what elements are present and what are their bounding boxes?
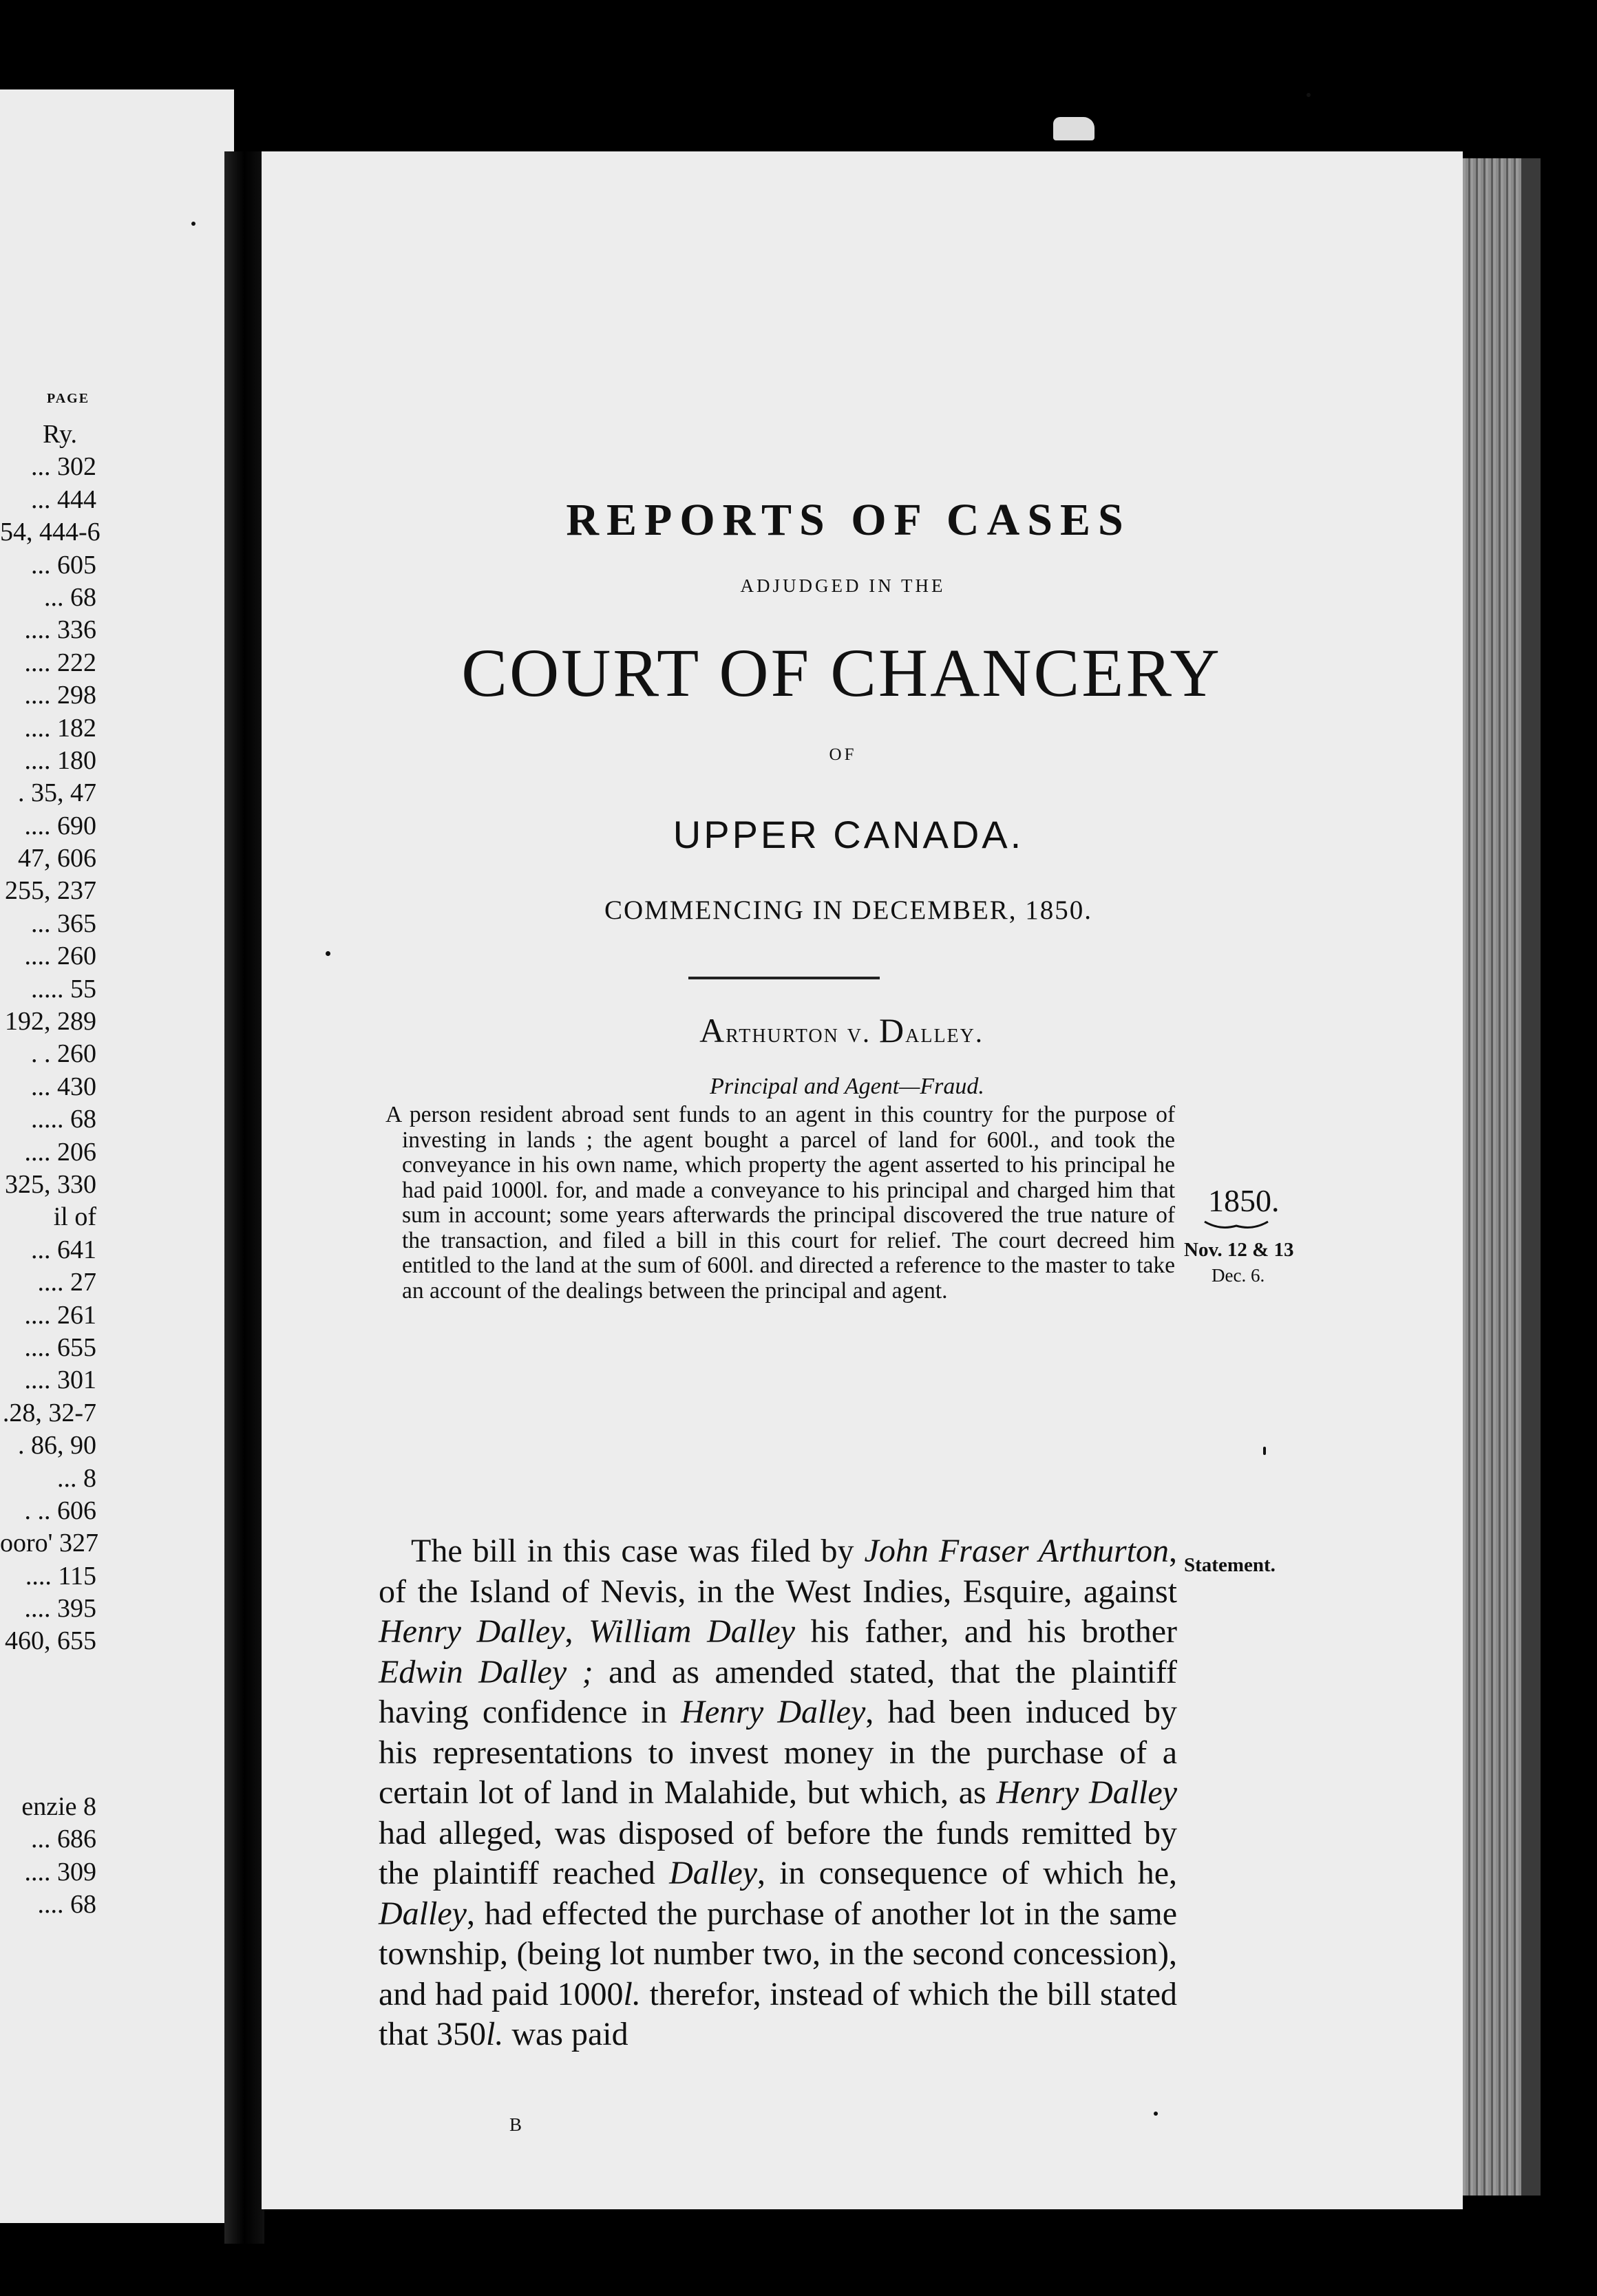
case-title xyxy=(241,1010,1442,1050)
paper-tab xyxy=(1053,117,1094,140)
index-entry: .... 115 xyxy=(25,1561,96,1591)
index-entry: 54, 444-6 xyxy=(0,518,101,547)
party-name: Henry Dalley xyxy=(379,1613,565,1650)
title-upper-canada: UPPER CANADA. xyxy=(673,813,1024,856)
index-entry: . 86, 90 xyxy=(18,1431,96,1460)
case-title-initial-a: A xyxy=(699,1011,726,1050)
index-entry: ..... 68 xyxy=(31,1105,96,1134)
text-run: and as amended stated, that the plaintiff having confidence in xyxy=(379,1653,1177,1730)
index-entry: 325, 330 xyxy=(5,1169,96,1199)
ink-speck xyxy=(1307,93,1311,97)
index-entry: .... 690 xyxy=(24,811,96,840)
text-run: had alleged, was disposed of before the funds remitted by the plaintiff reached xyxy=(379,1814,1177,1891)
index-entry: .... 68 xyxy=(37,1890,96,1920)
text-run: , of the Island of Nevis, in the West Indies, Esquire, against xyxy=(379,1533,1178,1610)
divider-rule xyxy=(688,977,880,979)
text-run: , xyxy=(564,1613,589,1650)
margin-judgment-date: Dec. 6. xyxy=(1212,1265,1265,1286)
index-entry: .28, 32-7 xyxy=(2,1398,96,1427)
headnote-label: Principal and Agent—Fraud. xyxy=(710,1074,984,1099)
case-title-initial-d: D xyxy=(879,1011,906,1050)
index-entry: .... 336 xyxy=(24,615,96,645)
index-entry: Ry. xyxy=(43,420,77,449)
case-title-part-2: alley. xyxy=(905,1017,984,1048)
index-entry: ... 430 xyxy=(31,1072,96,1101)
margin-statement: Statement. xyxy=(1184,1554,1276,1576)
case-title-part-1: rthurton v. xyxy=(726,1017,880,1048)
page-column-head: PAGE xyxy=(47,391,90,406)
headnote-text: A person resident abroad sent funds to an agent in this country for the purpose of investing in lands ; the agent bought a parcel of land for 600l., and took the conveyance in his own name, which property the agent asserted to his principal he had paid 1000l. for, and made a conveyance to his principal and charged him that sum in account; some years afterwards the principal discovered the true nature of the transaction, and filed a bill in this court for relief. The court decreed him entitled to the land at the sum of 600l. and directed a reference to the master to take an account of the dealings between the principal and agent. xyxy=(385,1102,1175,1304)
currency-unit: l. xyxy=(485,2016,504,2052)
currency-unit: l. xyxy=(623,1975,641,2012)
index-entry: ... 8 xyxy=(57,1463,96,1493)
body-text xyxy=(379,1531,1177,2055)
index-entry: ... 686 xyxy=(31,1825,96,1854)
index-entry: ... 605 xyxy=(31,550,96,580)
index-entry: .... 309 xyxy=(24,1857,96,1886)
party-name: Dalley xyxy=(379,1895,467,1932)
index-entry: .... 298 xyxy=(24,681,96,710)
index-entry: 192, 289 xyxy=(5,1007,96,1037)
index-entry: .... 260 xyxy=(24,942,96,971)
text-run: his father, and his brother xyxy=(795,1613,1178,1650)
index-entry: .... 206 xyxy=(24,1137,96,1167)
index-entry: ... 365 xyxy=(31,908,96,938)
index-entry: ooro' 327 xyxy=(0,1529,99,1558)
index-entry: ... 302 xyxy=(31,452,96,482)
index-entry: il of xyxy=(53,1202,96,1232)
index-list-bottom xyxy=(0,1791,234,1922)
index-entry: enzie 8 xyxy=(21,1792,96,1821)
text-run: , had been induced by his representations to invest money in the purchase of a certain lot of land in Malahide, but which, as xyxy=(379,1694,1178,1811)
text-run: , had effected the purchase of another lot in the same township, (being lot number two, in the second concession), and had paid 1000 xyxy=(379,1895,1177,2012)
previous-page xyxy=(0,89,234,2223)
index-entry: ..... 55 xyxy=(31,974,96,1003)
index-entry: 460, 655 xyxy=(5,1626,96,1656)
index-entry: .... 27 xyxy=(37,1268,96,1297)
party-name: Edwin Dalley ; xyxy=(379,1653,593,1690)
ink-speck xyxy=(1154,2112,1158,2116)
ink-speck xyxy=(191,222,195,226)
title-commencing: COMMENCING IN DECEMBER, 1850. xyxy=(604,895,1093,925)
text-run: , in consequence of which he, xyxy=(757,1855,1177,1891)
index-list-top xyxy=(0,418,234,1658)
margin-hearing-dates: Nov. 12 & 13 xyxy=(1184,1239,1294,1261)
report-page xyxy=(262,151,1463,2209)
index-entry: . 35, 47 xyxy=(18,778,96,808)
index-entry: 255, 237 xyxy=(5,876,96,906)
title-adjudged: ADJUDGED IN THE xyxy=(740,575,946,596)
party-name: Dalley xyxy=(669,1855,758,1891)
index-entry: ... 641 xyxy=(31,1235,96,1264)
title-reports: REPORTS OF CASES xyxy=(566,495,1131,545)
book-gutter xyxy=(224,151,264,2244)
index-entry: .... 301 xyxy=(24,1365,96,1395)
party-name: Henry Dalley xyxy=(681,1694,866,1730)
headnote xyxy=(385,1103,1175,1304)
brace-ornament xyxy=(1203,1220,1269,1231)
page-edges xyxy=(1458,158,1541,2196)
index-entry: .... 395 xyxy=(24,1594,96,1624)
margin-year: 1850. xyxy=(1208,1183,1280,1218)
index-entry: .... 655 xyxy=(24,1332,96,1362)
text-run: The bill in this case was filed by xyxy=(411,1533,865,1569)
index-entry: . . 260 xyxy=(31,1039,96,1069)
body-paragraph xyxy=(379,1531,1177,2055)
index-entry: 47, 606 xyxy=(18,844,96,873)
index-entry: ... 444 xyxy=(31,485,96,514)
ink-speck xyxy=(326,951,330,956)
party-name: John Fraser Arthurton xyxy=(864,1533,1170,1569)
title-of: OF xyxy=(829,745,857,764)
party-name: Henry Dalley xyxy=(996,1774,1178,1811)
text-run: therefor, instead of which the bill stated that 350 xyxy=(379,1975,1178,2052)
index-entry: .... 261 xyxy=(24,1300,96,1330)
party-name: William Dalley xyxy=(589,1613,796,1650)
index-entry: . .. 606 xyxy=(24,1496,96,1525)
index-entry: .... 182 xyxy=(24,713,96,743)
ink-speck xyxy=(1263,1447,1266,1455)
index-entry: .... 222 xyxy=(24,648,96,677)
title-court: COURT OF CHANCERY xyxy=(461,635,1222,711)
index-entry: .... 180 xyxy=(24,745,96,775)
signature-mark: B xyxy=(509,2114,522,2135)
index-entry: ... 68 xyxy=(44,582,96,612)
text-run: was paid xyxy=(503,2016,628,2052)
